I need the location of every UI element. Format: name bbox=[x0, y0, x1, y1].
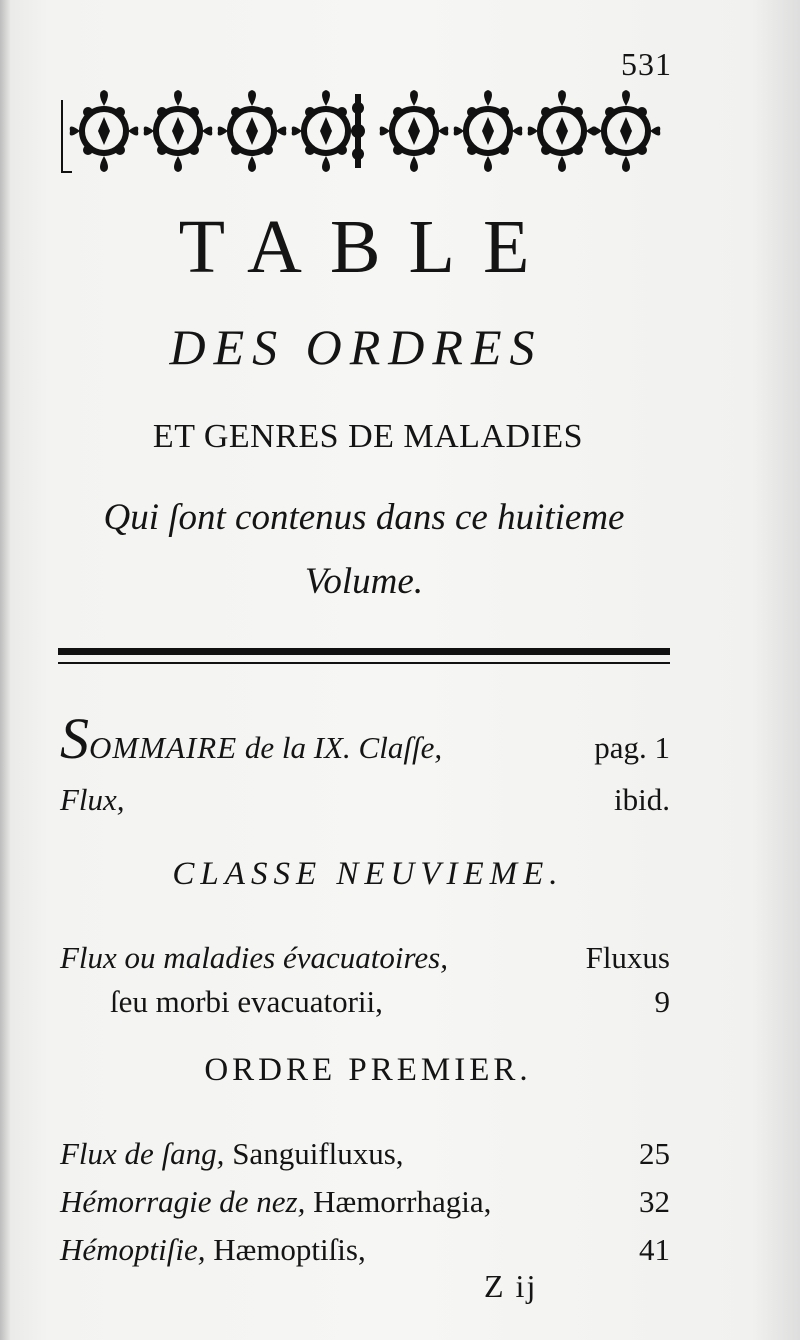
title-subtitle-line2: Volume. bbox=[304, 561, 424, 602]
order-entry-label bbox=[60, 1232, 366, 1268]
order-entry-page: 32 bbox=[639, 1184, 670, 1219]
double-rule-thin bbox=[58, 662, 670, 664]
page-number: 531 bbox=[621, 46, 672, 82]
order-heading: ORDRE PREMIER. bbox=[204, 1052, 532, 1088]
class-entry-line2 bbox=[110, 984, 670, 1020]
class-entry-page: 9 bbox=[654, 984, 670, 1019]
order-entry bbox=[60, 1136, 670, 1172]
title-genres: ET GENRES DE MALADIES bbox=[152, 418, 584, 455]
entry-flux bbox=[60, 782, 670, 818]
entry-sommaire bbox=[60, 706, 670, 771]
class-entry-roman-line2: ſeu morbi evacuatorii, bbox=[110, 984, 383, 1019]
order-entry-italic: Flux de ſang, bbox=[60, 1136, 225, 1171]
order-entry bbox=[60, 1232, 670, 1268]
entry-flux-label: Flux, bbox=[60, 782, 125, 817]
drop-cap: S bbox=[60, 706, 89, 771]
fleuron-band-icon bbox=[58, 88, 662, 174]
class-entry-line1 bbox=[60, 940, 670, 976]
entry-sommaire-page: pag. 1 bbox=[594, 730, 670, 765]
entry-sommaire-label bbox=[60, 706, 443, 771]
page-edge-shadow bbox=[0, 0, 10, 1340]
class-entry-italic: Flux ou maladies évacuatoires, bbox=[60, 940, 448, 975]
order-entry-label bbox=[60, 1136, 404, 1172]
double-rule-thick bbox=[58, 648, 670, 655]
title-des-ordres: DES ORDRES bbox=[169, 319, 543, 375]
signature-mark: Z ij bbox=[484, 1268, 538, 1304]
order-entry-page: 41 bbox=[639, 1232, 670, 1267]
order-entry-roman: Hæmoptiſis, bbox=[213, 1232, 366, 1267]
sommaire-caps: OMMAIRE bbox=[89, 730, 238, 765]
order-entry-italic: Hémorragie de nez, bbox=[60, 1184, 306, 1219]
class-heading: CLASSE NEUVIEME. bbox=[172, 856, 564, 892]
order-entry bbox=[60, 1184, 670, 1220]
order-entry-page: 25 bbox=[639, 1136, 670, 1171]
order-entry-roman: Hæmorrhagia, bbox=[313, 1184, 492, 1219]
sommaire-rest: de la IX. Claſſe, bbox=[244, 730, 443, 765]
order-entry-roman: Sanguifluxus, bbox=[232, 1136, 404, 1171]
order-entry-italic: Hémoptiſie, bbox=[60, 1232, 206, 1267]
order-entry-label bbox=[60, 1184, 491, 1220]
class-entry-roman-line1: Fluxus bbox=[585, 940, 670, 975]
title-table: TABLE bbox=[178, 205, 558, 289]
entry-flux-page: ibid. bbox=[614, 782, 670, 817]
title-subtitle-line1: Qui ſont contenus dans ce huitieme bbox=[103, 497, 625, 538]
